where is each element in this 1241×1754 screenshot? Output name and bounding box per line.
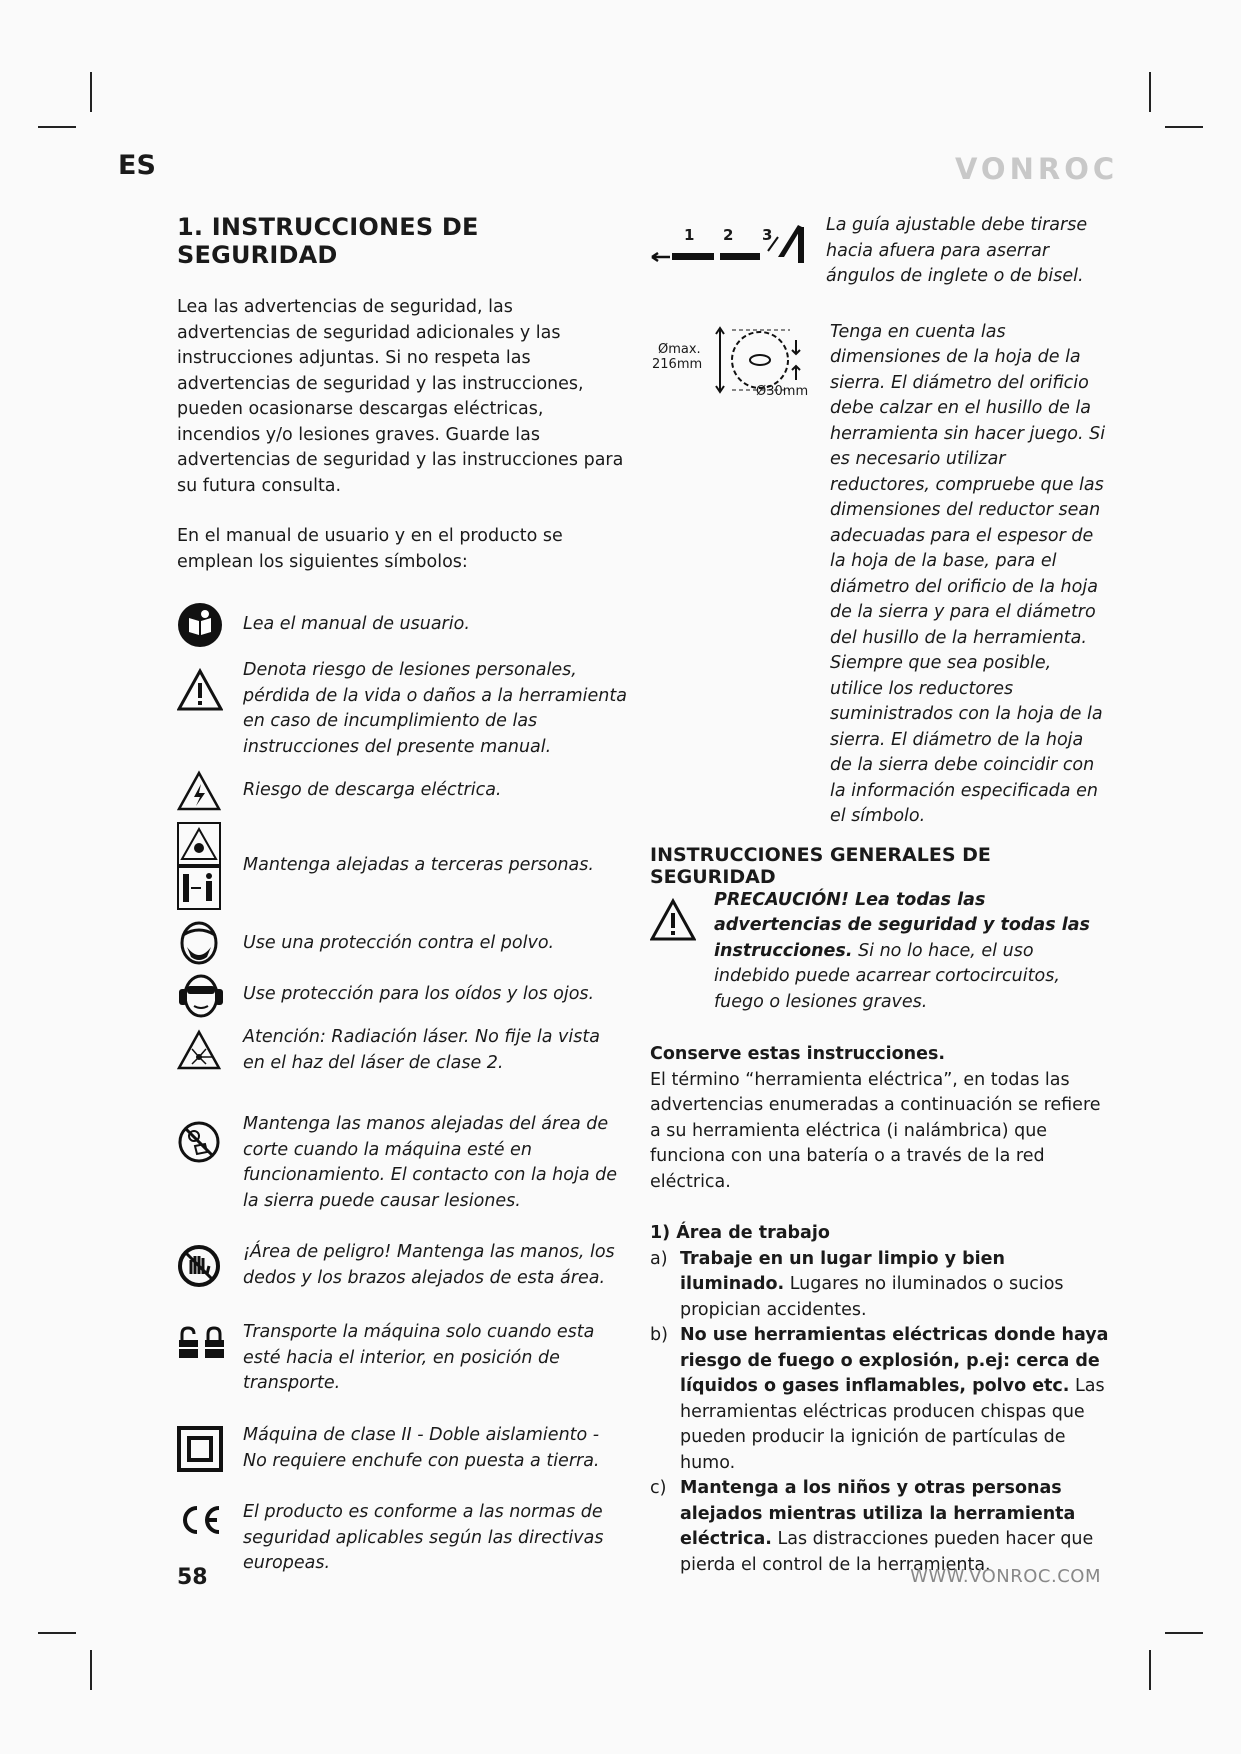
crop-mark — [1165, 1632, 1203, 1634]
page-number: 58 — [177, 1565, 208, 1590]
caution-block — [650, 888, 1110, 1016]
laser-warning-icon — [177, 1029, 221, 1071]
warning-icon — [650, 898, 696, 942]
symbol-row — [177, 972, 627, 1018]
item-text: Lugares no iluminados o sucios propician accidentes. — [680, 1274, 1064, 1320]
work-area-title: 1) Área de trabajo — [650, 1223, 830, 1243]
ear-eye-protection-icon — [177, 972, 225, 1018]
danger-zone-hand-icon — [177, 1244, 221, 1288]
item-bold: Mantenga a los niños y otras personas alejados mientras utiliza la herramienta eléctrica. — [680, 1478, 1076, 1549]
symbol-list — [177, 575, 627, 1575]
symbol-row — [177, 658, 627, 760]
intro-paragraph: Lea las advertencias de seguridad, las advertencias de seguridad adicionales y las instrucciones adjuntas. Si no respeta las advertencias de seguridad y las instrucciones, pueden ocasionarse descargas eléctricas, incendios y/o lesiones graves. Guarde las advertencias de seguridad y las instrucciones para su futura consulta. — [177, 297, 624, 496]
brand-logo: VONROC — [955, 152, 1119, 186]
crop-mark — [38, 1632, 76, 1634]
item-bold: No use herramientas eléctricas donde haya riesgo de fuego o explosión, p.ej: cerca de líquidos o gases inflamables, polvo etc. — [680, 1325, 1109, 1396]
list-item — [650, 1476, 1110, 1578]
symbol-row — [177, 1500, 627, 1577]
blade-label-size: 216mm — [652, 356, 703, 372]
symbol-text: Transporte la máquina solo cuando esta esté hacia el interior, en posición de transporte. — [243, 1322, 595, 1393]
symbol-text: Lea el manual de usuario. — [243, 614, 470, 635]
symbol-row — [177, 822, 627, 910]
section-title: 1. INSTRUCCIONES DE SEGURIDAD — [177, 213, 479, 269]
transport-lock-icon — [177, 1326, 227, 1360]
item-letter: c) — [650, 1478, 667, 1498]
keep-bystanders-away-icon — [177, 822, 221, 910]
read-manual-icon — [177, 602, 223, 648]
list-item — [650, 1323, 1110, 1476]
language-code: ES — [118, 150, 156, 181]
item-letter: b) — [650, 1325, 668, 1345]
right-column — [650, 213, 1110, 1578]
warning-icon — [177, 668, 223, 712]
fence-label-2: 2 — [723, 226, 734, 244]
hands-away-blade-icon — [177, 1120, 221, 1164]
symbol-text: Riesgo de descarga eléctrica. — [243, 780, 502, 801]
symbol-text: Denota riesgo de lesiones personales, pérdida de la vida o daños a la herramienta en caso de incumplimiento de las instrucciones del presente manual. — [243, 660, 627, 757]
crop-mark — [1165, 126, 1203, 128]
crop-mark — [38, 126, 76, 128]
symbol-text: Mantenga alejadas a terceras personas. — [243, 855, 594, 876]
caution-rest: Si no lo hace, el uso indebido puede acarrear cortocircuitos, fuego o lesiones graves. — [714, 940, 1060, 1012]
fence-label-3: 3 — [762, 226, 773, 244]
symbol-text: Use una protección contra el polvo. — [243, 933, 555, 954]
item-letter: a) — [650, 1248, 668, 1269]
symbol-row — [177, 1240, 627, 1291]
dust-mask-icon — [177, 921, 221, 967]
fence-block — [650, 213, 1110, 290]
keep-instructions-text: El término “herramienta eléctrica”, en todas las advertencias enumeradas a continuación se refiere a su herramienta eléctrica (i nalámbrica) que funciona con una batería o a través de la red eléctrica. — [650, 1069, 1101, 1192]
crop-mark — [1149, 72, 1151, 112]
website-url: WWW.VONROC.COM — [910, 1566, 1101, 1587]
symbol-row — [177, 770, 627, 812]
blade-label-bore: Ø30mm — [756, 383, 809, 399]
symbol-row — [177, 921, 627, 967]
symbol-row — [177, 1423, 627, 1474]
keep-instructions-title: Conserve estas instrucciones. — [650, 1044, 946, 1064]
crop-mark — [90, 72, 92, 112]
general-safety-title: INSTRUCCIONES GENERALES DE SEGURIDAD — [650, 843, 991, 888]
symbol-row — [177, 1320, 627, 1397]
symbol-text: Mantenga las manos alejadas del área de corte cuando la máquina esté en funcionamiento. El contacto con la hoja de la sierra puede causar lesiones. — [243, 1114, 618, 1211]
symbol-row — [177, 1112, 627, 1214]
caution-bold: PRECAUCIÓN! Lea todas las advertencias de seguridad y todas las instrucciones. — [714, 889, 1090, 961]
fence-text: La guía ajustable debe tirarse hacia afuera para aserrar ángulos de inglete o de bisel. — [826, 215, 1088, 286]
item-text: Las distracciones pueden hacer que pierda el control de la herramienta. — [680, 1529, 1094, 1575]
crop-mark — [1149, 1650, 1151, 1690]
left-column — [177, 213, 627, 1575]
electric-shock-icon — [177, 770, 221, 812]
blade-text: Tenga en cuenta las dimensiones de la hoja de la sierra. El diámetro del orificio debe calzar en el husillo de la herramienta sin hacer juego. Si es necesario utilizar reductores, compruebe que las dimensiones del reductor sean adecuadas para el espesor de la hoja de la base, para el diámetro del orificio de la hoja de la sierra y para el diámetro del husillo de la herramienta. Siempre que sea posible, utilice los reductores suministrados con la hoja de la sierra. El diámetro de la hoja de la sierra debe coincidir con la información especificada en el símbolo. — [830, 321, 1106, 826]
symbol-row — [177, 602, 627, 648]
item-bold: Trabaje en un lugar limpio y bien iluminado. — [680, 1248, 1005, 1294]
blade-block — [650, 320, 1110, 830]
symbol-text: Use protección para los oídos y los ojos. — [243, 984, 595, 1005]
ce-mark-icon — [177, 1504, 223, 1536]
item-text: Las herramientas eléctricas producen chispas que pueden producir la ignición de partículas de humo. — [680, 1376, 1105, 1473]
symbol-text: Máquina de clase II - Doble aislamiento - No requiere enchufe con puesta a tierra. — [243, 1425, 600, 1471]
symbol-row — [177, 1025, 627, 1076]
class-ii-icon — [177, 1426, 223, 1472]
symbols-intro: En el manual de usuario y en el producto se emplean los siguientes símbolos: — [177, 526, 563, 572]
symbol-text: ¡Área de peligro! Mantenga las manos, los dedos y los brazos alejados de esta área. — [243, 1242, 615, 1288]
list-item — [650, 1247, 1110, 1324]
blade-label-max: Ømax. — [658, 341, 701, 357]
caution-text — [714, 888, 1110, 1016]
symbol-text: El producto es conforme a las normas de seguridad aplicables según las directivas europeas. — [243, 1502, 604, 1573]
symbol-text: Atención: Radiación láser. No fije la vista en el haz del láser de clase 2. — [243, 1027, 600, 1073]
fence-label-1: 1 — [684, 226, 695, 244]
crop-mark — [90, 1650, 92, 1690]
